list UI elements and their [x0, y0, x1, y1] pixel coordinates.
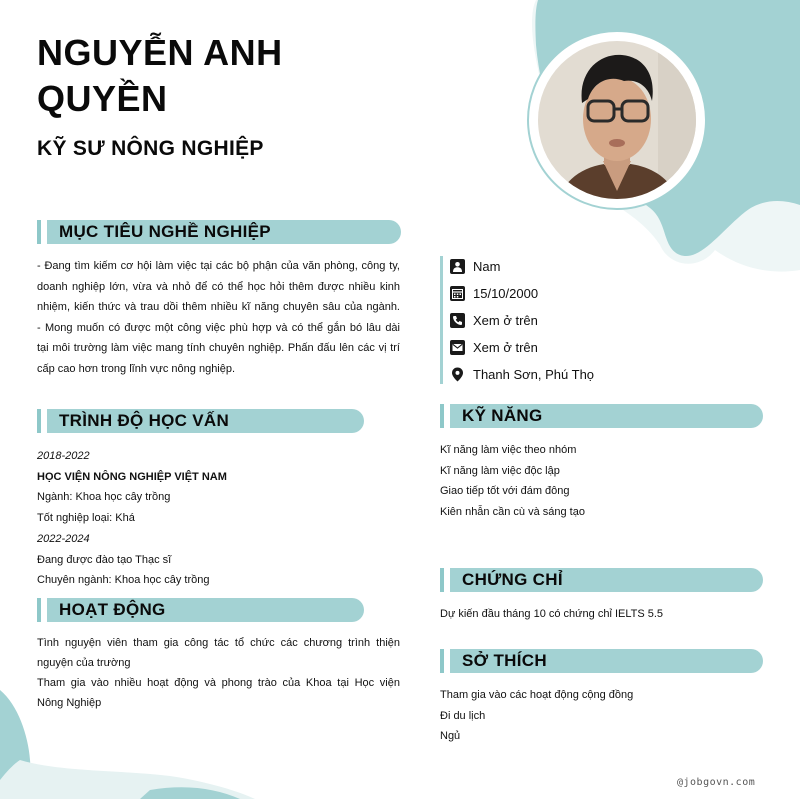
education-grade: Tốt nghiệp loại: Khá [37, 512, 135, 525]
certificates-list [440, 604, 663, 625]
location-pin-icon [450, 367, 465, 382]
section-title: CHỨNG CHỈ [462, 570, 563, 589]
contact-email [450, 338, 538, 356]
contact-text: Thanh Sơn, Phú Thọ [473, 366, 595, 382]
skill-item: Giao tiếp tốt với đám đông [440, 485, 570, 498]
section-header-activities [37, 598, 364, 622]
contact-text: Nam [473, 258, 501, 274]
education-major: Ngành: Khoa học cây trồng [37, 491, 171, 504]
objective-line: cấp cao hơn trong lĩnh vực nông nghiệp. [37, 362, 236, 375]
activity-line: Tình nguyện viên tham gia công tác tổ chức các chương trình thiện [37, 637, 400, 649]
person-icon [450, 259, 465, 274]
section-title: HOẠT ĐỘNG [59, 600, 166, 619]
education-specialty: Chuyên ngành: Khoa học cây trồng [37, 574, 210, 587]
skill-item: Kĩ năng làm việc theo nhóm [440, 444, 577, 456]
objective-line: - Đang tìm kiếm cơ hội làm việc tại các bộ phận của văn phòng, công ty, [37, 260, 400, 272]
skills-list [440, 440, 585, 523]
phone-icon [450, 313, 465, 328]
education-period: 2022-2024 [37, 532, 90, 545]
name-line-2: QUYỀN [37, 78, 168, 119]
hobby-item: Ngủ [440, 730, 461, 743]
education-details [37, 446, 227, 591]
education-current: Đang được đào tạo Thạc sĩ [37, 553, 172, 566]
section-title: KỸ NĂNG [462, 406, 543, 425]
avatar-photo [538, 41, 696, 199]
email-icon [450, 340, 465, 355]
section-header-education [37, 409, 364, 433]
skill-item: Kĩ năng làm việc độc lập [440, 464, 560, 477]
job-title: KỸ SƯ NÔNG NGHIỆP [37, 137, 264, 160]
section-header-skills [440, 404, 763, 428]
section-header-objective [37, 220, 401, 244]
activity-line: Tham gia vào nhiều hoạt động và phong trào của Khoa tại Học viện [37, 677, 400, 689]
objective-text [37, 256, 400, 379]
activity-line: nguyện của trường [37, 657, 131, 669]
contact-text: Xem ở trên [473, 339, 538, 355]
section-header-hobbies [440, 649, 763, 673]
section-header-certificates [440, 568, 763, 592]
activities-text [37, 633, 400, 713]
watermark: @jobgovn.com [677, 777, 756, 788]
section-title: TRÌNH ĐỘ HỌC VẤN [59, 411, 230, 430]
section-title: SỞ THÍCH [462, 651, 547, 670]
activity-line: Nông Nghiệp [37, 697, 102, 709]
hobby-item: Đi du lịch [440, 709, 486, 722]
contact-text: Xem ở trên [473, 312, 538, 328]
objective-line: doanh nghiệp lớn, vừa và nhỏ để có thể học hỏi thêm được nhiều kinh [37, 280, 400, 293]
school-name: HỌC VIỆN NÔNG NGHIỆP VIỆT NAM [37, 470, 227, 483]
candidate-name [37, 30, 283, 122]
name-line-1: NGUYỄN ANH [37, 32, 283, 73]
education-period: 2018-2022 [37, 450, 90, 462]
objective-line: - Mong muốn có được một công việc phù hợp và có thể gắn bó lâu dài [37, 321, 400, 334]
objective-line: nhiệm, kiến thức và trau dồi thêm nhiều kĩ năng chuyên sâu của ngành. [37, 301, 400, 313]
section-title: MỤC TIÊU NGHỀ NGHIỆP [59, 222, 271, 241]
hobbies-list [440, 685, 633, 747]
contact-gender [450, 257, 500, 275]
contact-phone [450, 311, 538, 329]
skill-item: Kiên nhẫn cần cù và sáng tạo [440, 506, 585, 519]
contact-birthdate [450, 284, 538, 302]
contact-text: 15/10/2000 [473, 285, 539, 301]
certificate-item: Dự kiến đầu tháng 10 có chứng chỉ IELTS 5.5 [440, 608, 664, 620]
objective-line: tại môi trường làm việc mang tính chuyên nghiệp. Phấn đấu lên các vị trí [37, 342, 400, 354]
contact-address [450, 365, 594, 383]
calendar-icon [450, 286, 465, 301]
contact-accent-bar [440, 256, 443, 384]
hobby-item: Tham gia vào các hoạt động cộng đồng [440, 689, 634, 701]
